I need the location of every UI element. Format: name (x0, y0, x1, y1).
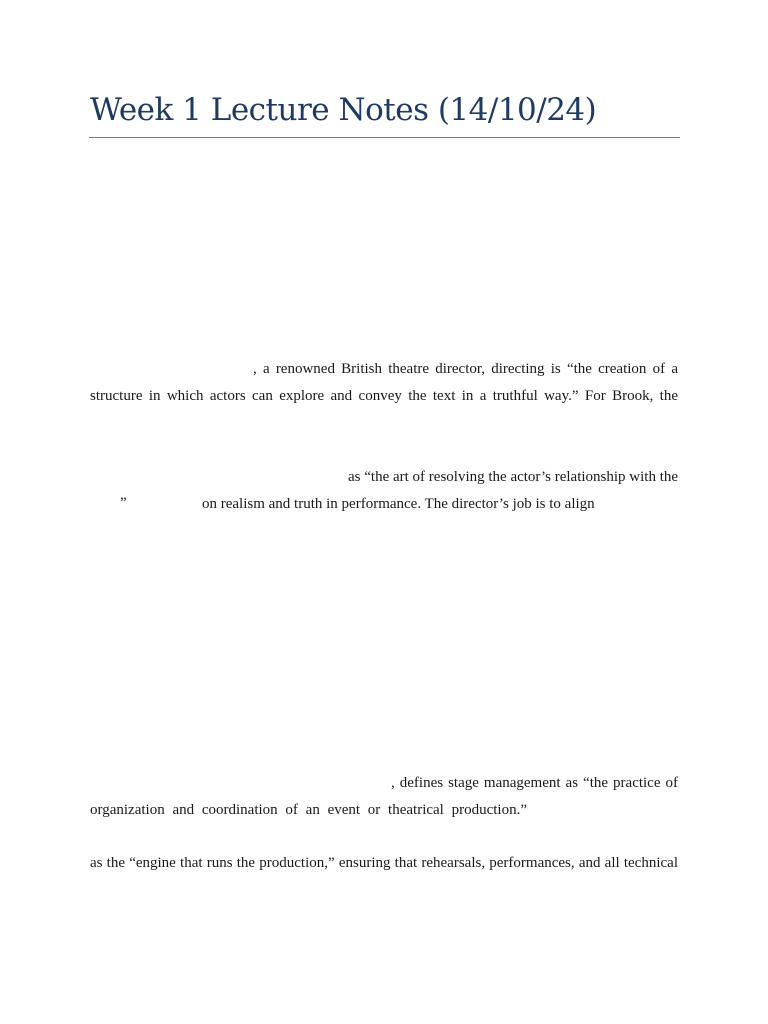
paragraph-1-line-2: structure in which actors can explore and convey the text in a truthful way.” For Brook, the (90, 388, 678, 404)
paragraph-2-closing-quote: ” (120, 495, 127, 511)
title-underline (89, 137, 680, 138)
paragraph-1-line-1: , a renowned British theatre director, directing is “the creation of a (253, 361, 678, 377)
paragraph-3-line-1: , defines stage management as “the practice of (391, 775, 678, 791)
document-title: Week 1 Lecture Notes (14/10/24) (90, 92, 597, 128)
paragraph-3-line-2: organization and coordination of an event or theatrical production.” (90, 802, 527, 818)
paragraph-2-line-1: as “the art of resolving the actor’s relationship with the (348, 469, 679, 485)
paragraph-2-line-2: on realism and truth in performance. The director’s job is to align (202, 496, 595, 512)
paragraph-4-line-1: as the “engine that runs the production,” ensuring that rehearsals, performances, and all technical (90, 855, 678, 871)
